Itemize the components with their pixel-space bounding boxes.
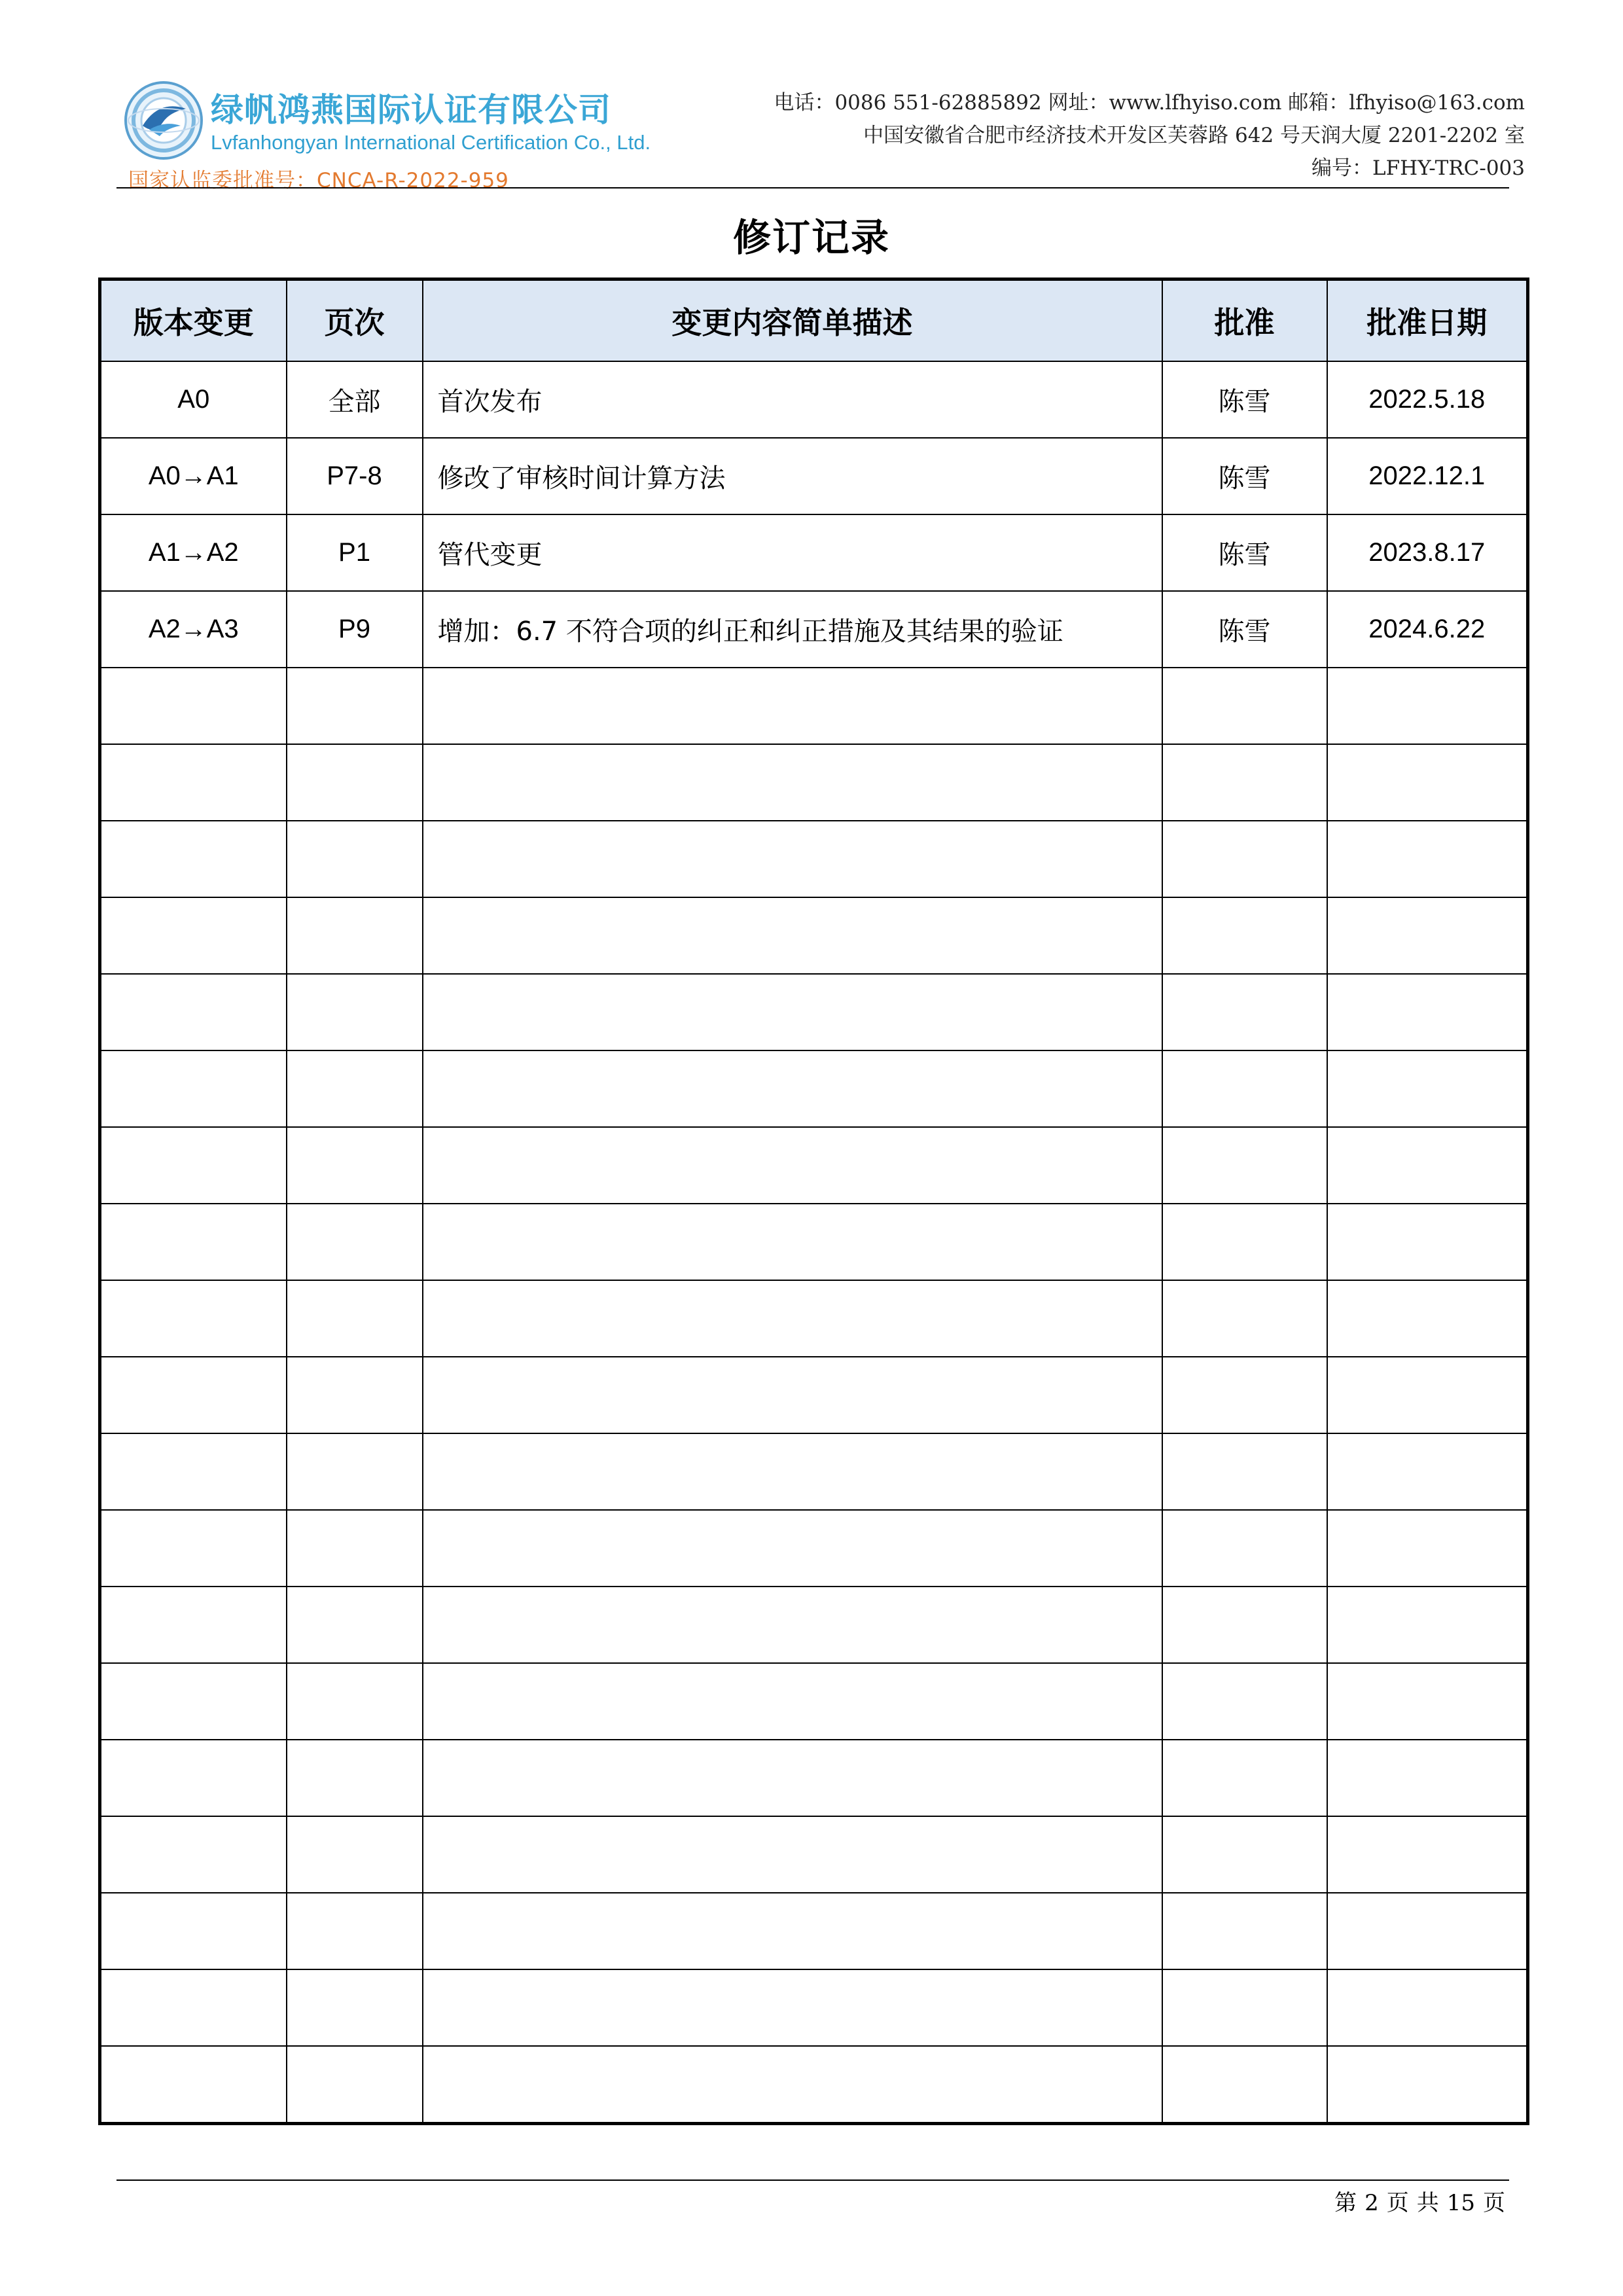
revision-table xyxy=(98,278,1529,2125)
cell-page xyxy=(287,744,423,821)
cell-date xyxy=(1327,1893,1528,1969)
cell-description xyxy=(423,821,1162,897)
cell-page: P9 xyxy=(287,591,423,668)
cell-description xyxy=(423,1893,1162,1969)
cell-date xyxy=(1327,2046,1528,2124)
cell-approver xyxy=(1162,1969,1327,2046)
cell-date xyxy=(1327,668,1528,744)
cell-date xyxy=(1327,1510,1528,1587)
cell-approver xyxy=(1162,1663,1327,1740)
cell-approver xyxy=(1162,1893,1327,1969)
column-header-description: 变更内容简单描述 xyxy=(423,279,1162,362)
table-row-empty xyxy=(100,1433,1528,1510)
cell-approver xyxy=(1162,1816,1327,1893)
footer-divider xyxy=(116,2179,1509,2181)
cell-description: 管代变更 xyxy=(423,514,1162,591)
cell-version xyxy=(100,1663,287,1740)
cell-version xyxy=(100,1433,287,1510)
cell-version: A0→A1 xyxy=(100,438,287,514)
cell-page xyxy=(287,1816,423,1893)
cell-version xyxy=(100,974,287,1050)
cell-description xyxy=(423,897,1162,974)
total-prefix: 共 xyxy=(1416,2190,1439,2216)
cell-date xyxy=(1327,974,1528,1050)
cell-approver xyxy=(1162,1127,1327,1204)
table-row-empty xyxy=(100,1050,1528,1127)
cell-approver xyxy=(1162,1510,1327,1587)
cell-version xyxy=(100,1969,287,2046)
cell-page xyxy=(287,2046,423,2124)
cell-date xyxy=(1327,1204,1528,1280)
cell-version: A2→A3 xyxy=(100,591,287,668)
cell-approver xyxy=(1162,668,1327,744)
page-unit: 页 xyxy=(1386,2190,1409,2216)
cell-version xyxy=(100,1357,287,1433)
cell-page: P7-8 xyxy=(287,438,423,514)
cell-page: 全部 xyxy=(287,361,423,438)
page-prefix: 第 xyxy=(1334,2190,1357,2216)
table-row-empty xyxy=(100,974,1528,1050)
current-page: 2 xyxy=(1364,2190,1379,2216)
cell-version xyxy=(100,2046,287,2124)
cell-page xyxy=(287,1510,423,1587)
table-row-empty xyxy=(100,1740,1528,1816)
cell-description xyxy=(423,1587,1162,1663)
cell-description: 修改了审核时间计算方法 xyxy=(423,438,1162,514)
table-row-empty xyxy=(100,1280,1528,1357)
cell-description: 首次发布 xyxy=(423,361,1162,438)
cell-description xyxy=(423,1510,1162,1587)
cell-description xyxy=(423,1433,1162,1510)
column-header-approval-date: 批准日期 xyxy=(1327,279,1528,362)
cell-page xyxy=(287,1893,423,1969)
cell-description xyxy=(423,668,1162,744)
cell-date: 2022.12.1 xyxy=(1327,438,1528,514)
table-row-empty xyxy=(100,1587,1528,1663)
table-row xyxy=(100,591,1528,668)
cell-date xyxy=(1327,1280,1528,1357)
header-divider xyxy=(116,187,1509,188)
cell-version xyxy=(100,744,287,821)
cell-page xyxy=(287,1127,423,1204)
cell-version xyxy=(100,1204,287,1280)
cell-approver: 陈雪 xyxy=(1162,438,1327,514)
total-pages: 15 xyxy=(1446,2190,1475,2216)
table-row-empty xyxy=(100,668,1528,744)
company-name-cn: 绿帆鸿燕国际认证有限公司 xyxy=(211,91,611,129)
cell-date: 2023.8.17 xyxy=(1327,514,1528,591)
cell-version xyxy=(100,1050,287,1127)
column-header-approver: 批准 xyxy=(1162,279,1327,362)
cell-version: A1→A2 xyxy=(100,514,287,591)
cell-date: 2024.6.22 xyxy=(1327,591,1528,668)
cell-page xyxy=(287,897,423,974)
table-row-empty xyxy=(100,1816,1528,1893)
cell-page xyxy=(287,1280,423,1357)
cell-version xyxy=(100,1893,287,1969)
page-title: 修订记录 xyxy=(732,215,890,260)
cell-page xyxy=(287,668,423,744)
table-row-empty xyxy=(100,1357,1528,1433)
cell-description xyxy=(423,1663,1162,1740)
cell-approver xyxy=(1162,1357,1327,1433)
cell-description: 增加：6.7 不符合项的纠正和纠正措施及其结果的验证 xyxy=(423,591,1162,668)
cell-approver xyxy=(1162,897,1327,974)
table-row xyxy=(100,514,1528,591)
cell-description xyxy=(423,1280,1162,1357)
cell-date xyxy=(1327,1433,1528,1510)
cell-page xyxy=(287,1050,423,1127)
cell-description xyxy=(423,1204,1162,1280)
contact-line-address: 中国安徽省合肥市经济技术开发区芙蓉路 642 号天润大厦 2201-2202 室 xyxy=(863,124,1525,147)
table-row-empty xyxy=(100,1510,1528,1587)
cell-approver xyxy=(1162,1204,1327,1280)
cell-page xyxy=(287,1969,423,2046)
certification-globe-logo-icon xyxy=(123,80,204,161)
contact-line-phone-web-email: 电话：0086 551-62885892 网址：www.lfhyiso.com 邮箱：lfhyiso@163.com xyxy=(774,91,1525,115)
cell-date xyxy=(1327,1740,1528,1816)
cell-date xyxy=(1327,1050,1528,1127)
cell-approver xyxy=(1162,1050,1327,1127)
cell-version: A0 xyxy=(100,361,287,438)
table-row-empty xyxy=(100,1969,1528,2046)
approval-number: 国家认监委批准号：CNCA-R-2022-959 xyxy=(128,169,509,192)
cell-page xyxy=(287,1357,423,1433)
table-row xyxy=(100,438,1528,514)
table-row-empty xyxy=(100,1893,1528,1969)
cell-page xyxy=(287,1433,423,1510)
cell-version xyxy=(100,1127,287,1204)
total-unit: 页 xyxy=(1483,2190,1505,2216)
table-row xyxy=(100,361,1528,438)
cell-approver xyxy=(1162,1433,1327,1510)
cell-page: P1 xyxy=(287,514,423,591)
cell-version xyxy=(100,897,287,974)
cell-date xyxy=(1327,1357,1528,1433)
company-name-en: Lvfanhongyan International Certification Co., Ltd. xyxy=(211,131,651,154)
revision-table-container xyxy=(98,278,1526,2125)
cell-approver xyxy=(1162,1587,1327,1663)
cell-approver xyxy=(1162,1280,1327,1357)
cell-date xyxy=(1327,1127,1528,1204)
cell-description xyxy=(423,744,1162,821)
table-row-empty xyxy=(100,1663,1528,1740)
page-header xyxy=(116,77,1525,192)
table-row-empty xyxy=(100,2046,1528,2124)
table-body xyxy=(100,361,1528,2124)
cell-approver xyxy=(1162,974,1327,1050)
table-row-empty xyxy=(100,1127,1528,1204)
cell-date xyxy=(1327,821,1528,897)
cell-page xyxy=(287,821,423,897)
cell-date xyxy=(1327,897,1528,974)
table-row-empty xyxy=(100,897,1528,974)
contact-block xyxy=(774,86,1525,185)
column-header-page: 页次 xyxy=(287,279,423,362)
cell-description xyxy=(423,1050,1162,1127)
cell-description xyxy=(423,1740,1162,1816)
cell-date xyxy=(1327,1587,1528,1663)
cell-description xyxy=(423,1969,1162,2046)
table-row-empty xyxy=(100,1204,1528,1280)
table-header-row xyxy=(100,279,1528,362)
page-number xyxy=(1330,2185,1509,2217)
cell-version xyxy=(100,1816,287,1893)
cell-version xyxy=(100,821,287,897)
cell-version xyxy=(100,1510,287,1587)
cell-approver xyxy=(1162,744,1327,821)
cell-page xyxy=(287,1663,423,1740)
table-row-empty xyxy=(100,821,1528,897)
cell-version xyxy=(100,1740,287,1816)
cell-date: 2022.5.18 xyxy=(1327,361,1528,438)
document-code: 编号：LFHY-TRC-003 xyxy=(1311,156,1525,180)
cell-approver xyxy=(1162,821,1327,897)
cell-page xyxy=(287,974,423,1050)
cell-description xyxy=(423,1816,1162,1893)
cell-date xyxy=(1327,1816,1528,1893)
cell-date xyxy=(1327,1663,1528,1740)
cell-approver xyxy=(1162,2046,1327,2124)
company-logo xyxy=(123,77,651,192)
cell-description xyxy=(423,974,1162,1050)
cell-description xyxy=(423,1127,1162,1204)
cell-date xyxy=(1327,744,1528,821)
cell-approver xyxy=(1162,1740,1327,1816)
cell-version xyxy=(100,1587,287,1663)
cell-page xyxy=(287,1204,423,1280)
cell-description xyxy=(423,2046,1162,2124)
cell-date xyxy=(1327,1969,1528,2046)
cell-version xyxy=(100,668,287,744)
cell-approver: 陈雪 xyxy=(1162,591,1327,668)
cell-description xyxy=(423,1357,1162,1433)
cell-version xyxy=(100,1280,287,1357)
cell-approver: 陈雪 xyxy=(1162,361,1327,438)
table-row-empty xyxy=(100,744,1528,821)
column-header-version: 版本变更 xyxy=(100,279,287,362)
cell-approver: 陈雪 xyxy=(1162,514,1327,591)
cell-page xyxy=(287,1740,423,1816)
cell-page xyxy=(287,1587,423,1663)
